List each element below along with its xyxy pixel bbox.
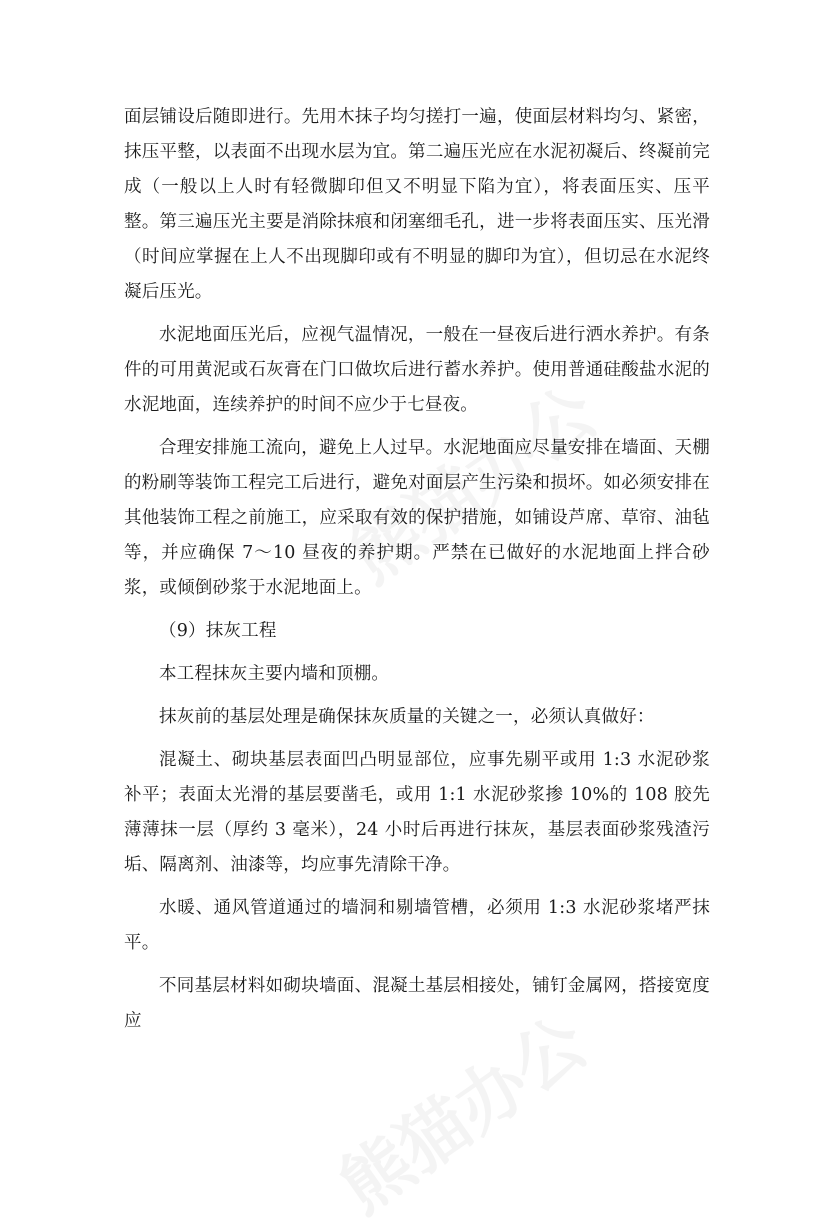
document-body: [124, 100, 710, 1047]
paragraph-plastering-scope: 本工程抹灰主要内墙和顶棚。: [159, 664, 390, 684]
paragraph-curing: 水泥地面压光后，应视气温情况，一般在一昼夜后进行洒水养护。有条件的可用黄泥或石灰膏在门口做坎后进行蓄水养护。使用普通硅酸盐水泥的水泥地面，连续养护的时间不应少于七昼夜。: [124, 325, 710, 415]
paragraph-base-treatment: 抹灰前的基层处理是确保抹灰质量的关键之一，必须认真做好：: [159, 707, 655, 727]
paragraph-concrete-base: 混凝土、砌块基层表面凹凸明显部位，应事先剔平或用 1:3 水泥砂浆补平；表面太光滑的基层要凿毛，或用 1:1 水泥砂浆掺 10%的 108 胶先薄薄抹一层（厚约 3 毫米），24 小时后再进行抹灰，基层表面砂浆残渣污垢、隔离剂、油漆等，均应事先清除干净。: [124, 750, 710, 875]
paragraph-troweling: 面层铺设后随即进行。先用木抹子均匀搓打一遍，使面层材料均匀、紧密，抹压平整，以表面不出现水层为宜。第二遍压光应在水泥初凝后、终凝前完成（一般以上人时有轻微脚印但又不明显下陷为宜），将表面压实、压平整。第三遍压光主要是消除抹痕和闭塞细毛孔，进一步将表面压实、压光滑（时间应掌握在上人不出现脚印或有不明显的脚印为宜），但切忌在水泥终凝后压光。: [124, 107, 710, 302]
paragraph-pipe-holes: 水暖、通风管道通过的墙洞和剔墙管槽，必须用 1:3 水泥砂浆堵严抹平。: [124, 898, 710, 953]
section-heading-plastering: （9）抹灰工程: [159, 621, 277, 641]
paragraph-construction-sequence: 合理安排施工流向，避免上人过早。水泥地面应尽量安排在墙面、天棚的粉刷等装饰工程完工后进行，避免对面层产生污染和损坏。如必须安排在其他装饰工程之前施工，应采取有效的保护措施，如铺设芦席、草帘、油毡等，并应确保 7～10 昼夜的养护期。严禁在已做好的水泥地面上拌合砂浆，或倾倒砂浆于水泥地面上。: [124, 438, 710, 598]
paragraph-metal-mesh: 不同基层材料如砌块墙面、混凝土基层相接处，铺钉金属网，搭接宽度应: [124, 976, 710, 1031]
